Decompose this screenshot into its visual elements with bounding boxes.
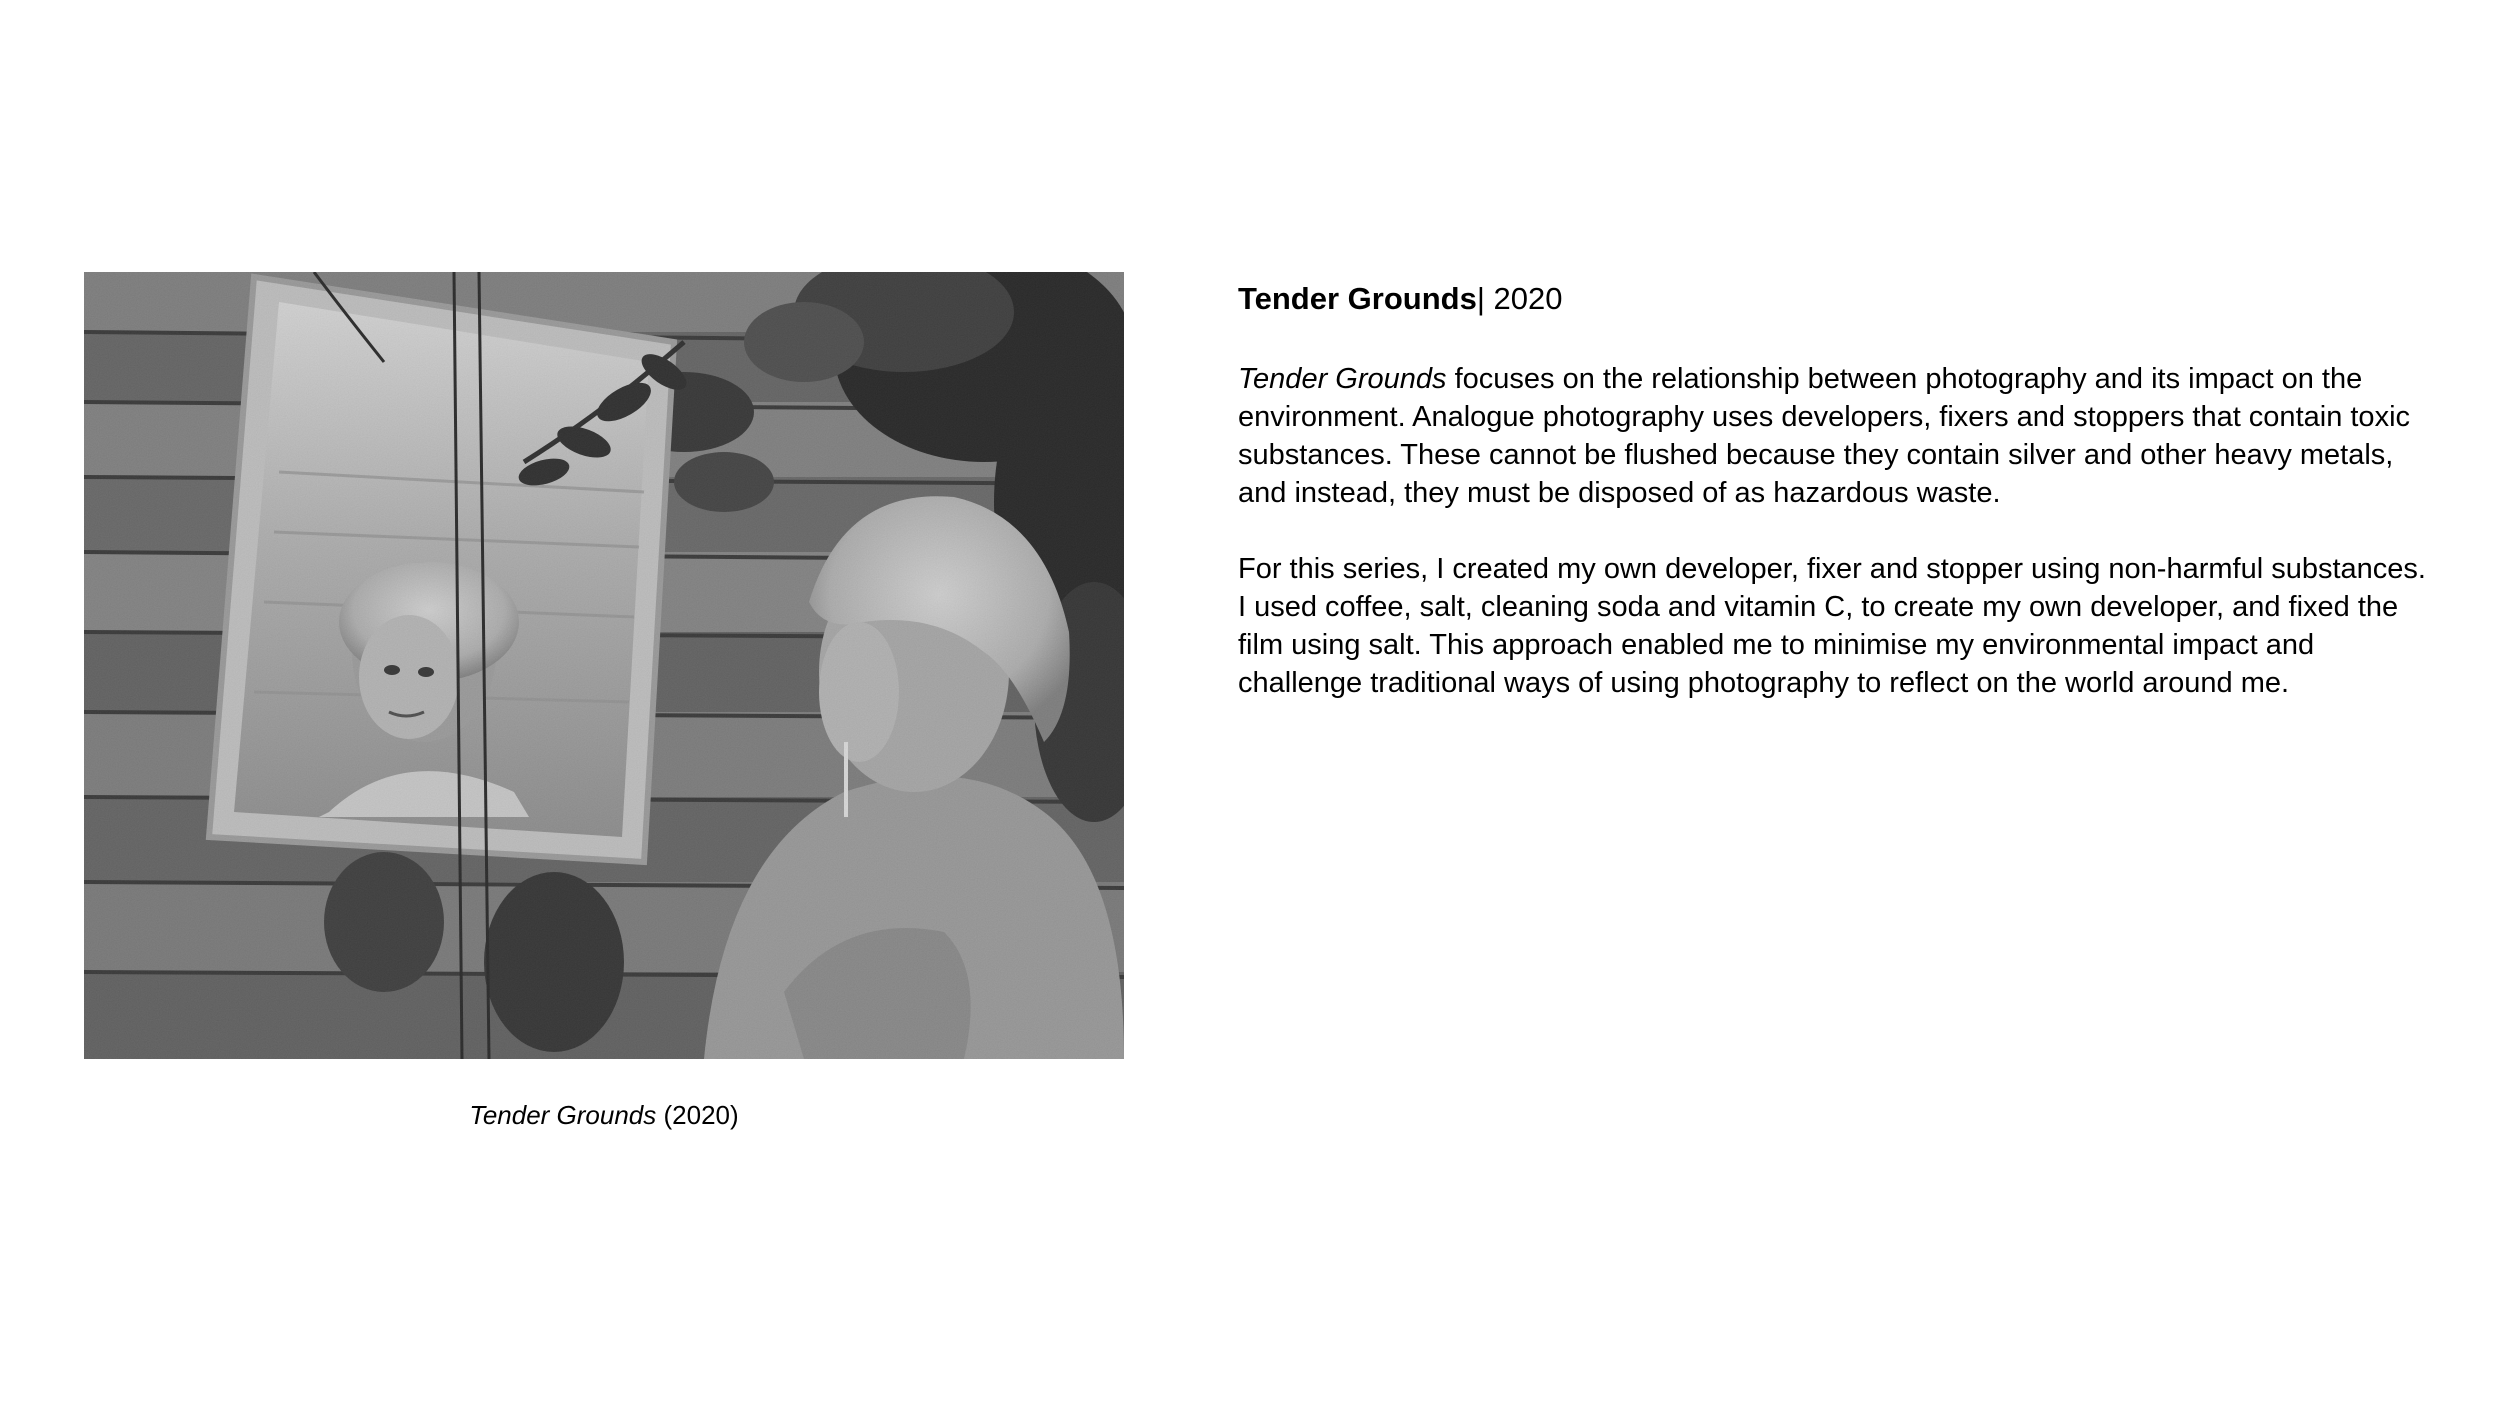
paragraph-environment-text: focuses on the relationship between photography and its impact on the environment. Analogue photography uses developers, fixers and stoppers that contain toxic substances. These cannot be flushed because they contain silver and other heavy metals, and instead, they must be disposed of as hazardous waste. xyxy=(1238,363,2411,509)
description-block xyxy=(1238,276,2428,740)
series-title: Tender Grounds xyxy=(1238,281,1477,316)
photo-caption xyxy=(84,1098,1124,1132)
caption-title: Tender Grounds xyxy=(469,1100,657,1130)
paragraph-process: For this series, I created my own developer, fixer and stopper using non-harmful substances. I used coffee, salt, cleaning soda and vitamin C, to create my own developer, and fixed the film using salt. This approach enabled me to minimise my environmental impact and challenge traditional ways of using photography to reflect on the world around me. xyxy=(1238,553,2426,699)
series-year: | 2020 xyxy=(1476,281,1563,316)
photograph-mirror-portrait xyxy=(84,272,1124,1059)
photograph-illustration xyxy=(84,272,1124,1059)
paragraph-environment xyxy=(1238,360,2428,512)
paragraph-title: Tender Grounds xyxy=(1238,363,1447,395)
caption-year: (2020) xyxy=(656,1100,739,1130)
series-heading xyxy=(1238,276,2428,322)
